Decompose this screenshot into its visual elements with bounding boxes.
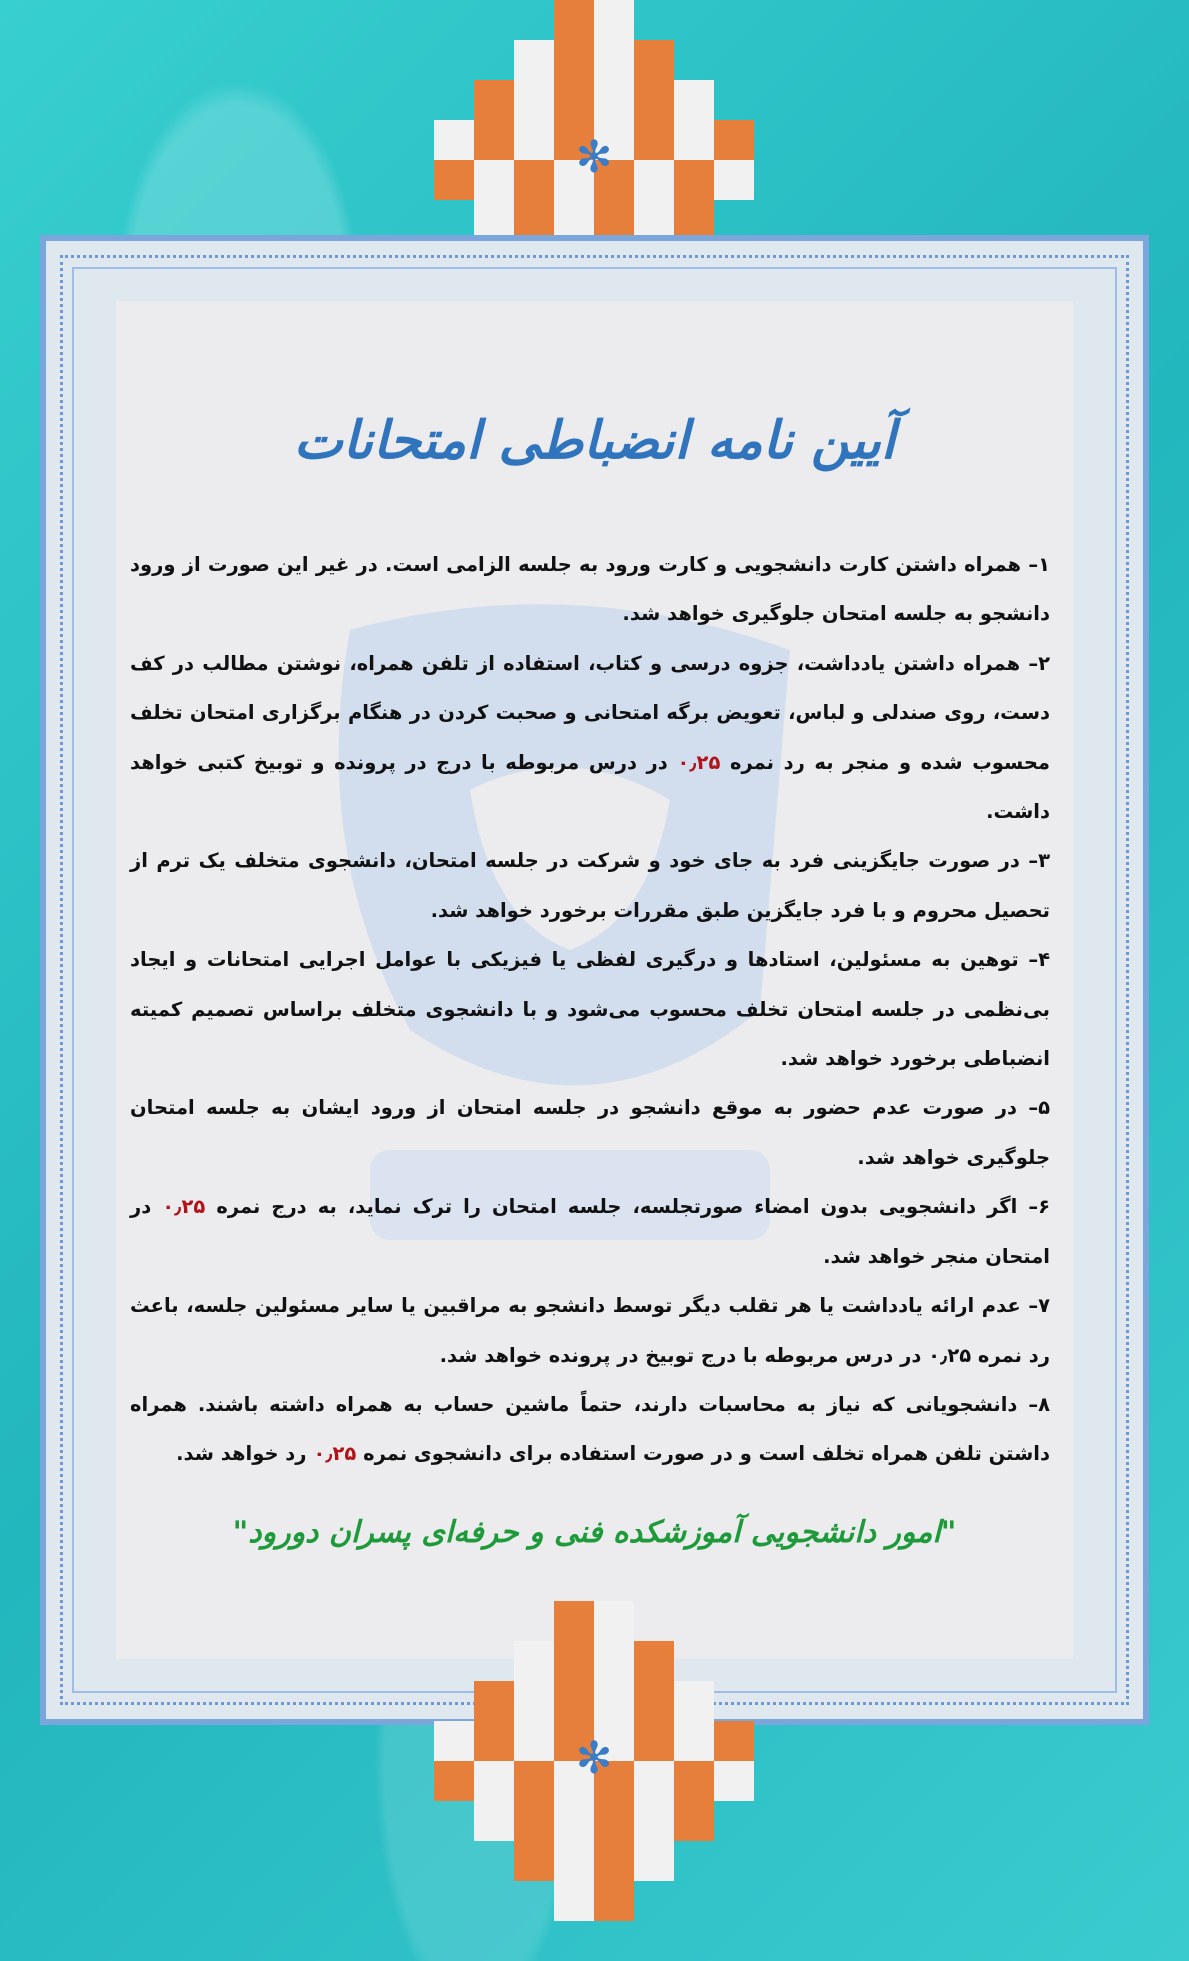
checker-square [514, 1721, 554, 1761]
checker-square [554, 1881, 594, 1921]
checker-square [634, 1761, 674, 1801]
checker-square [514, 1841, 554, 1881]
checkered-diamond-bottom [369, 1601, 820, 1931]
checker-square [554, 80, 594, 120]
score-highlight: ۰٫۲۵ [313, 1442, 357, 1466]
rule-item: ۲– همراه داشتن یادداشت، جزوه درسی و کتاب، استفاده از تلفن همراه، نوشتن مطالب در کف دست، روی صندلی و لباس، تعویض برگه امتحانی و صحبت کردن در هنگام برگزاری امتحان تخلف محسوب شده و منجر به رد نمره ۰٫۲۵ در درس مربوطه با درج در پرونده و توبیخ کتبی خواهد داشت. [130, 651, 1050, 824]
checker-square [514, 1681, 554, 1721]
checker-square [554, 0, 594, 40]
checker-square [434, 1721, 474, 1761]
checker-square [634, 160, 674, 200]
checker-square [434, 120, 474, 160]
checker-square [514, 1641, 554, 1681]
checker-square [594, 200, 634, 240]
checker-square [594, 1881, 634, 1921]
checker-square [594, 1841, 634, 1881]
score-highlight: ۰٫۲۵ [162, 1195, 206, 1219]
checker-square [674, 80, 714, 120]
checker-square [594, 1641, 634, 1681]
checker-square [474, 200, 514, 240]
checker-square [554, 1681, 594, 1721]
checker-square [474, 160, 514, 200]
checker-square [594, 1681, 634, 1721]
checker-square [674, 200, 714, 240]
checker-square [714, 1761, 754, 1801]
checker-square [674, 1801, 714, 1841]
checker-square [634, 1841, 674, 1881]
rule-item: ۴– توهین به مسئولین، استادها و درگیری لفظی یا فیزیکی با عوامل اجرایی امتحانات و ایجاد بی‌نظمی در جلسه امتحان تخلف محسوب می‌شود و با دانشجوی متخلف براساس تصمیم کمیته انضباطی برخورد خواهد شد. [130, 948, 1050, 1071]
rule-item: ۷– عدم ارائه یادداشت یا هر تقلب دیگر توسط دانشجو به مراقبین یا سایر مسئولین جلسه، باعث رد نمره ۰٫۲۵ در درس مربوطه با درج توبیخ در پرونده خواهد شد. [130, 1294, 1050, 1367]
rule-item: ۶– اگر دانشجویی بدون امضاء صورتجلسه، جلسه امتحان را ترک نماید، به درج نمره ۰٫۲۵ در امتحان منجر خواهد شد. [130, 1195, 1050, 1268]
checker-square [674, 160, 714, 200]
checker-square [514, 160, 554, 200]
checker-square [714, 120, 754, 160]
checker-square [674, 1721, 714, 1761]
checker-square [594, 0, 634, 40]
checker-square [434, 160, 474, 200]
checker-square [434, 1761, 474, 1801]
checker-square [554, 1801, 594, 1841]
checker-square [474, 1761, 514, 1801]
checker-square [514, 40, 554, 80]
checker-square [514, 1761, 554, 1801]
checker-square [674, 120, 714, 160]
checker-square [474, 1721, 514, 1761]
checker-square [514, 120, 554, 160]
checker-square [634, 1801, 674, 1841]
ornament-icon: ✻ [575, 1733, 613, 1784]
score-highlight: ۰٫۲۵ [677, 750, 721, 774]
checker-square [554, 40, 594, 80]
checker-square [554, 1841, 594, 1881]
rule-item: ۱– همراه داشتن کارت دانشجویی و کارت ورود به جلسه الزامی است. در غیر این صورت از ورود دانشجو به جلسه امتحان جلوگیری خواهد شد. [130, 553, 1050, 626]
checker-square [474, 1801, 514, 1841]
checker-square [634, 1641, 674, 1681]
ornament-icon: ✻ [575, 132, 613, 183]
checker-square [594, 1801, 634, 1841]
checker-square [594, 80, 634, 120]
rule-item: ۳– در صورت جایگزینی فرد به جای خود و شرکت در جلسه امتحان، دانشجوی متخلف یک ترم از تحصیل محروم و با فرد جایگزین طبق مقررات برخورد خواهد شد. [130, 849, 1050, 922]
checker-square [554, 1601, 594, 1641]
checker-square [634, 80, 674, 120]
checker-square [474, 120, 514, 160]
checker-square [634, 1681, 674, 1721]
checker-square [634, 200, 674, 240]
checker-square [554, 1641, 594, 1681]
checker-square [474, 1681, 514, 1721]
rule-item: ۵– در صورت عدم حضور به موقع دانشجو در جلسه امتحان از ورود ایشان به جلسه امتحان جلوگیری خواهد شد. [130, 1096, 1050, 1169]
checker-square [714, 1721, 754, 1761]
page-title: آیین نامه انضباطی امتحانات [293, 410, 896, 471]
rules-list [130, 540, 1050, 1479]
checker-square [634, 120, 674, 160]
checker-square [594, 1601, 634, 1641]
checker-square [514, 80, 554, 120]
checker-square [674, 1761, 714, 1801]
checker-square [674, 1681, 714, 1721]
checker-square [474, 80, 514, 120]
checker-square [514, 1801, 554, 1841]
checker-square [714, 160, 754, 200]
footer-signature: "امور دانشجویی آموزشکده فنی و حرفه‌ای پسران دورود" [232, 1515, 957, 1550]
checker-square [514, 200, 554, 240]
checker-square [634, 40, 674, 80]
checker-square [634, 1721, 674, 1761]
checker-square [554, 200, 594, 240]
checker-square [594, 40, 634, 80]
rule-item: ۸– دانشجویانی که نیاز به محاسبات دارند، حتماً ماشین حساب به همراه داشته باشند. همراه داشتن تلفن همراه تخلف است و در صورت استفاده برای دانشجوی نمره ۰٫۲۵ رد خواهد شد. [130, 1392, 1050, 1466]
